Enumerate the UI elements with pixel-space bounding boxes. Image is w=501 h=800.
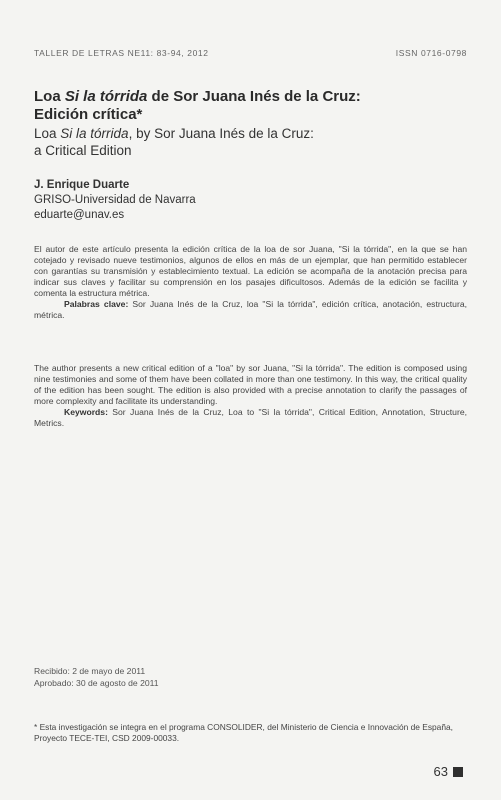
abstract-spanish	[34, 244, 467, 321]
footnote: * Esta investigación se integra en el programa CONSOLIDER, del Ministerio de Ciencia e Innovación de España, Proyecto TECE-TEI, CSD 2009-00033.	[34, 722, 453, 743]
keywords-en	[34, 407, 467, 429]
keywords-es-list: Sor Juana Inés de la Cruz, loa "Si la tórrida", edición crítica, anotación, estructura, métrica.	[34, 299, 467, 320]
title-block	[34, 88, 467, 159]
approved-date: Aprobado: 30 de agosto de 2011	[34, 678, 159, 688]
square-marker-icon	[453, 767, 463, 777]
abstract-es-text: El autor de este artículo presenta la edición crítica de la loa de sor Juana, "Si la tórrida", en la que se han cotejado y revisado nueve testimonios, algunos de ellos en más de un ejemplar, que han permitido establecer con garantías su transmisión y establecimiento textual. La edición se acompaña de la anotación precisa para indicar sus claves y facilitar su comprensión en los pasajes dificultosos. Además de la edición se facilita y comenta la estructura métrica.	[34, 244, 467, 298]
author-affiliation: GRISO-Universidad de Navarra	[34, 194, 196, 206]
page-number-block	[434, 764, 463, 779]
running-head	[34, 48, 467, 58]
title-es-line2: Edición crítica*	[34, 106, 143, 123]
abstract-english	[34, 363, 467, 429]
title-en-pre: Loa	[34, 126, 61, 141]
title-es-italic: Si la tórrida	[64, 88, 148, 105]
received-date: Recibido: 2 de mayo de 2011	[34, 666, 146, 676]
keywords-en-label: Keywords:	[64, 407, 108, 417]
title-english	[34, 125, 467, 159]
author-name: J. Enrique Duarte	[34, 179, 130, 191]
title-en-line2: a Critical Edition	[34, 143, 132, 158]
title-en-italic: Si la tórrida	[60, 126, 129, 141]
author-email: eduarte@unav.es	[34, 209, 125, 221]
keywords-es-label: Palabras clave:	[64, 299, 129, 309]
title-es-pre: Loa	[34, 88, 65, 105]
dates-block	[34, 665, 159, 689]
keywords-es	[34, 299, 467, 321]
title-en-post: , by Sor Juana Inés de la Cruz:	[128, 126, 314, 141]
abstract-en-text: The author presents a new critical edition of a "loa" by sor Juana, "Si la tórrida". The edition is composed using nine testimonies and some of them have been collated in more than one testimony. In this way, the critical quality of the edition has been sought. The edition is also provided with a precise annotation to clarify the passages of more complexity and facilitate its understanding.	[34, 363, 467, 406]
issn: ISSN 0716-0798	[395, 48, 467, 58]
journal-citation: TALLER DE LETRAS NE11: 83-94, 2012	[34, 48, 209, 58]
page-number: 63	[433, 764, 448, 779]
title-spanish	[34, 88, 467, 124]
author-block	[34, 178, 196, 223]
title-es-post: de Sor Juana Inés de la Cruz:	[147, 88, 361, 105]
keywords-en-list: Sor Juana Inés de la Cruz, Loa to "Si la tórrida", Critical Edition, Annotation, Structure, Metrics.	[34, 407, 467, 428]
